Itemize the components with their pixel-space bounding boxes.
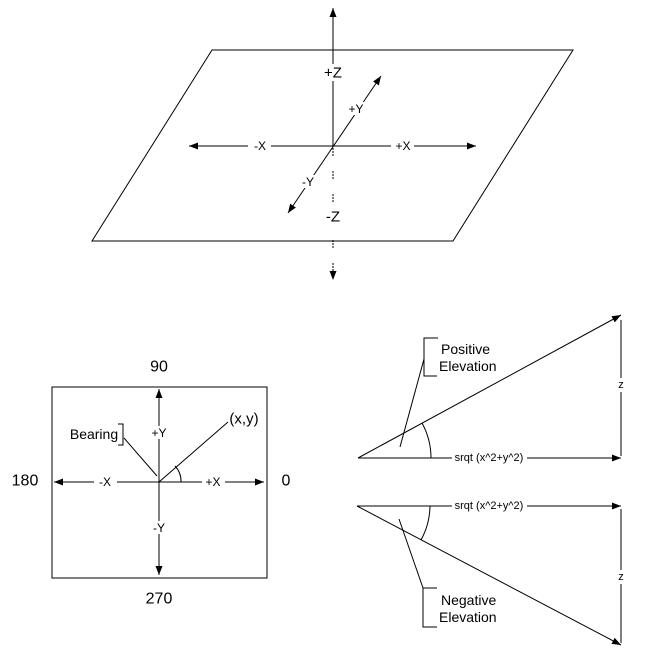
plus-x-label: +X — [395, 139, 411, 153]
xyz-plane-diagram — [92, 8, 573, 280]
positive-hypotenuse-line — [358, 315, 621, 458]
negative-label-line2: Elevation — [439, 609, 497, 625]
y-axis-line — [288, 76, 381, 213]
minus-x-label: -X — [254, 139, 266, 153]
bearing-plus-y-label: +Y — [151, 426, 167, 440]
degree-180-label: 180 — [11, 472, 39, 490]
positive-pointer-line — [400, 359, 424, 447]
bearing-label-bracket — [118, 424, 123, 445]
negative-angle-arc — [421, 506, 430, 540]
minus-z-label: -Z — [325, 208, 341, 226]
bearing-pointer-line — [124, 438, 157, 476]
negative-label-line1: Negative — [441, 592, 497, 608]
bearing-minus-y-label: -Y — [153, 521, 165, 535]
xy-point-label: (x,y) — [229, 410, 259, 428]
negative-label-bracket — [423, 588, 437, 627]
positive-angle-arc — [422, 423, 431, 458]
negative-elevation-diagram — [357, 500, 628, 645]
negative-z-label: z — [618, 571, 624, 583]
bearing-label: Bearing — [69, 426, 119, 442]
degree-90-label: 90 — [150, 358, 168, 376]
bearing-angle-arc — [175, 466, 181, 482]
negative-base-label: srqt (x^2+y^2) — [454, 500, 524, 512]
positive-base-label: srqt (x^2+y^2) — [454, 452, 524, 464]
plus-z-label: +Z — [324, 64, 342, 82]
plus-y-label: +Y — [348, 102, 364, 116]
positive-label-line1: Positive — [441, 341, 491, 357]
positive-label-line2: Elevation — [439, 358, 497, 374]
negative-pointer-line — [399, 519, 423, 588]
bearing-plus-x-label: +X — [205, 475, 221, 489]
minus-y-label: -Y — [302, 175, 314, 189]
positive-elevation-diagram — [358, 315, 628, 464]
positive-label-bracket — [424, 338, 438, 376]
positive-z-label: z — [618, 379, 624, 391]
bearing-minus-x-label: -X — [99, 475, 111, 489]
degree-270-label: 270 — [145, 590, 173, 608]
degree-0-label: 0 — [281, 472, 291, 490]
bearing-diagram — [12, 359, 291, 608]
